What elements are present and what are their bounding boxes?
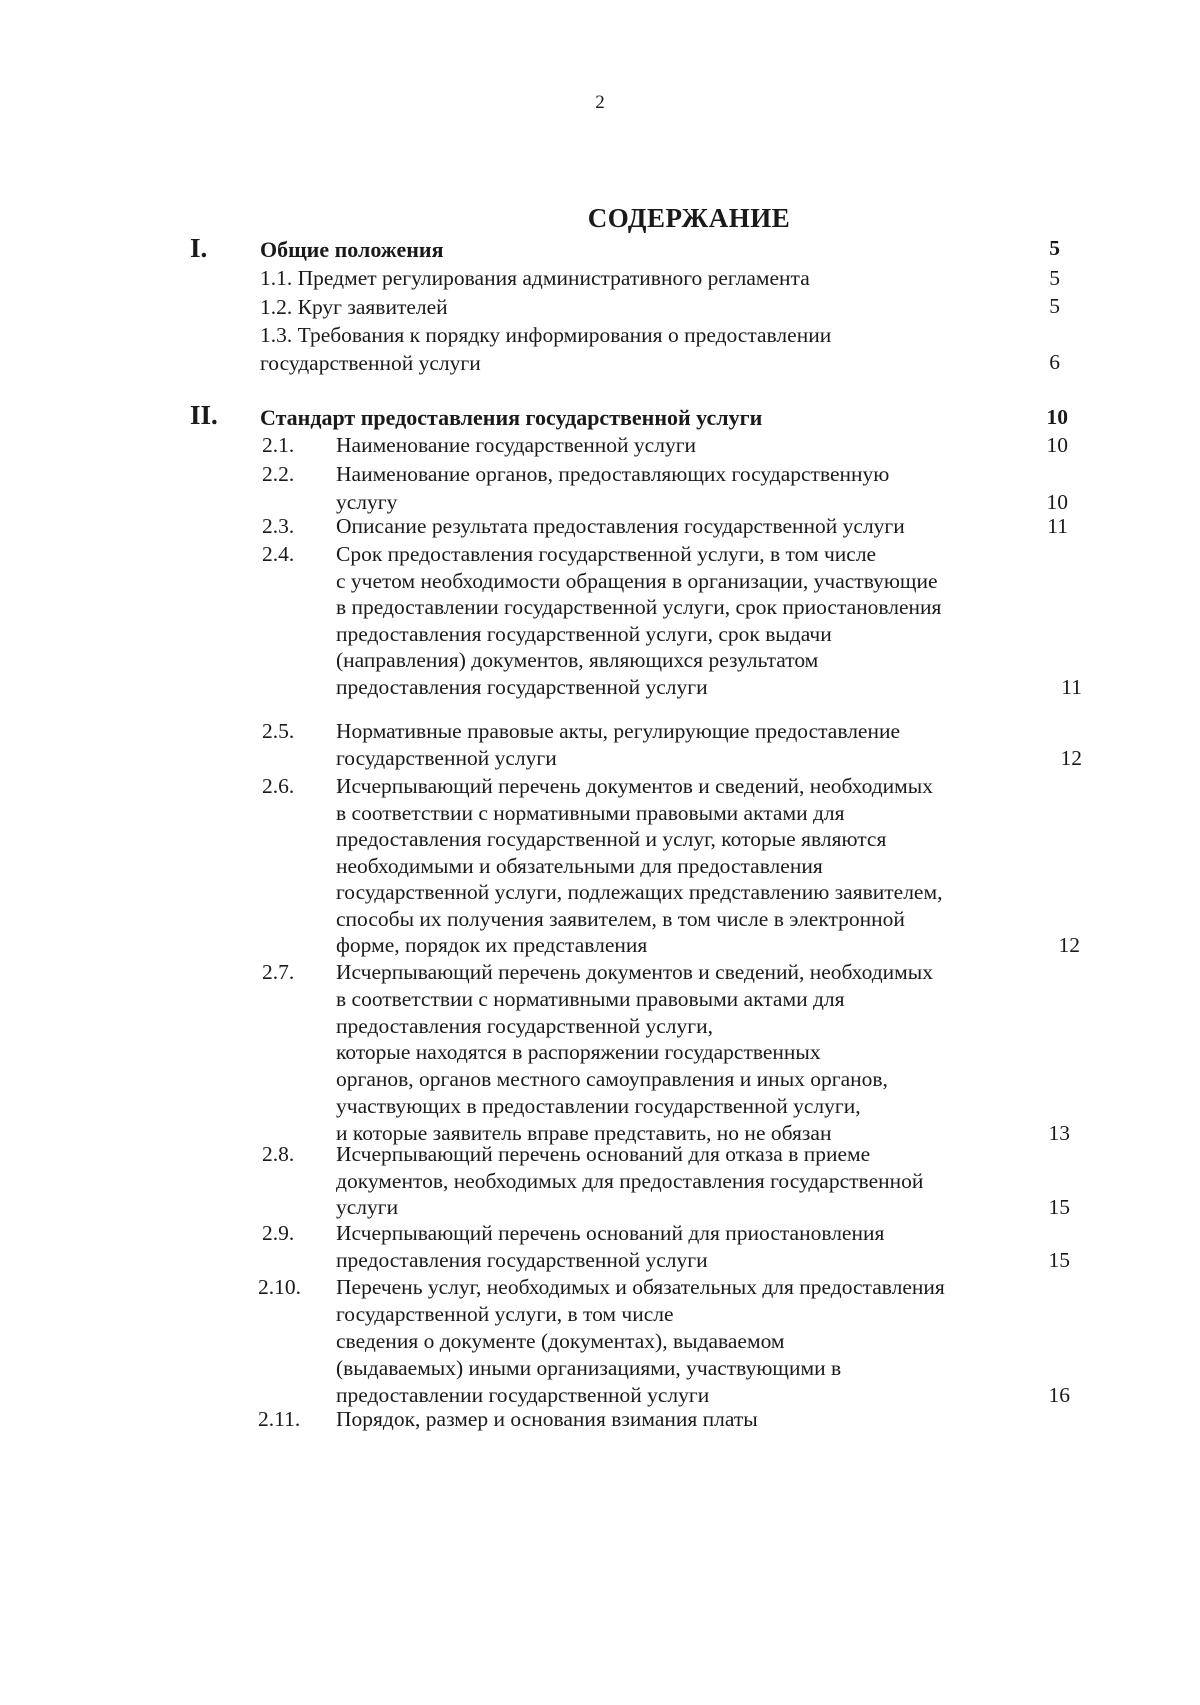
- toc-entry-number: 2.8.: [262, 1142, 295, 1166]
- toc-entry-text: Исчерпывающий перечень документов и сведений, необходимых: [336, 960, 933, 984]
- toc-entry-text: предоставления государственной услуги, срок выдачи: [336, 621, 832, 646]
- toc-entry-text: с учетом необходимости обращения в организации, участвующие: [336, 568, 938, 593]
- toc-entry-number: 2.3.: [262, 514, 295, 538]
- section-heading: Стандарт предоставления государственной услуги: [260, 405, 763, 430]
- toc-entry-text: Наименование государственной услуги: [336, 433, 697, 457]
- toc-entry-number: 2.9.: [262, 1221, 295, 1245]
- toc-entry-text: Нормативные правовые акты, регулирующие предоставление: [336, 719, 901, 743]
- toc-entry-text: предоставления государственной услуги,: [336, 1013, 713, 1038]
- section-page: 5: [1049, 236, 1060, 260]
- toc-entry-text: Порядок, размер и основания взимания платы: [336, 1407, 758, 1431]
- section-heading: Общие положения: [260, 237, 444, 262]
- toc-entry-number: 2.5.: [262, 719, 295, 743]
- toc-entry-number: 2.11.: [258, 1407, 301, 1431]
- toc-entry-number: 2.4.: [262, 542, 295, 566]
- toc-entry-page: 10: [1046, 490, 1068, 514]
- toc-entry-text: 1.1. Предмет регулирования административного регламента: [260, 266, 810, 290]
- toc-entry-text: Описание результата предоставления государственной услуги: [336, 514, 905, 538]
- toc-entry-page: 13: [1048, 1120, 1070, 1145]
- toc-entry-page: 15: [1048, 1195, 1070, 1219]
- toc-entry-text: которые находятся в распоряжении государственных: [336, 1040, 821, 1065]
- toc-entry-text: Перечень услуг, необходимых и обязательных для предоставления: [336, 1275, 945, 1299]
- toc-entry-text: в соответствии с нормативными правовыми актами для: [336, 800, 845, 825]
- toc-entry-text: государственной услуги: [260, 351, 481, 375]
- toc-entry-page: 5: [1049, 266, 1060, 290]
- toc-entry-text: Исчерпывающий перечень документов и сведений, необходимых: [336, 774, 933, 798]
- section-number: I.: [190, 233, 208, 263]
- page-title: СОДЕРЖАНИЕ: [587, 203, 791, 233]
- toc-entry-text: услуги: [336, 1195, 399, 1219]
- toc-entry-text: и которые заявитель вправе представить, но не обязан: [336, 1120, 832, 1145]
- section-page: 10: [1046, 405, 1068, 429]
- toc-entry-text: способы их получения заявителем, в том числе в электронной: [336, 906, 905, 931]
- toc-entry-page: 5: [1049, 294, 1060, 318]
- toc-entry-text: необходимыми и обязательными для предоставления: [336, 853, 823, 878]
- toc-entry-text: Срок предоставления государственной услуги, в том числе: [336, 542, 877, 566]
- toc-entry-text: в соответствии с нормативными правовыми актами для: [336, 986, 845, 1011]
- toc-entry-text: Наименование органов, предоставляющих государственную: [336, 462, 890, 486]
- toc-entry-text: Исчерпывающий перечень оснований для приостановления: [336, 1221, 885, 1245]
- toc-entry-text: в предоставлении государственной услуги, срок приостановления: [336, 595, 942, 620]
- toc-entry-text: 1.2. Круг заявителей: [260, 295, 448, 319]
- toc-entry-text: (выдаваемых) иными организациями, участвующими в: [336, 1356, 842, 1380]
- toc-entry-text: форме, порядок их представления: [336, 933, 648, 957]
- toc-entry-page: 10: [1046, 433, 1068, 457]
- toc-entry-text: услугу: [336, 490, 398, 514]
- toc-entry-text: предоставления государственной и услуг, которые являются: [336, 827, 887, 851]
- toc-entry-text: предоставления государственной услуги: [336, 1247, 708, 1272]
- toc-entry-number: 2.7.: [262, 960, 295, 984]
- toc-entry-page: 12: [1060, 746, 1082, 770]
- toc-entry-page: 11: [1047, 514, 1068, 538]
- toc-entry-text: документов, необходимых для предоставления государственной: [336, 1168, 924, 1193]
- toc-entry-page: 12: [1058, 933, 1080, 957]
- toc-entry-text: 1.3. Требования к порядку информирования о предоставлении: [260, 323, 832, 347]
- toc-entry-text: предоставления государственной услуги: [336, 675, 708, 699]
- toc-entry-text: (направления) документов, являющихся результатом: [336, 648, 819, 673]
- toc-entry-text: участвующих в предоставлении государственной услуги,: [336, 1094, 861, 1118]
- toc-entry-number: 2.1.: [262, 433, 295, 457]
- section-number: II.: [190, 400, 218, 430]
- toc-entry-page: 6: [1049, 350, 1060, 374]
- toc-entry-text: сведения о документе (документах), выдаваемом: [336, 1329, 785, 1353]
- toc-entry-number: 2.10.: [258, 1275, 301, 1299]
- toc-entry-page: 11: [1061, 675, 1082, 699]
- toc-entry-page: 16: [1048, 1383, 1070, 1407]
- toc-entry-page: 15: [1048, 1247, 1070, 1272]
- toc-entry-text: предоставлении государственной услуги: [336, 1383, 710, 1407]
- toc-entry-text: государственной услуги: [336, 746, 557, 770]
- toc-entry-text: государственной услуги, в том числе: [336, 1302, 674, 1326]
- page-number: 2: [595, 92, 605, 113]
- toc-entry-text: органов, органов местного самоуправления и иных органов,: [336, 1067, 888, 1092]
- toc-entry-number: 2.6.: [262, 774, 295, 798]
- toc-entry-text: Исчерпывающий перечень оснований для отказа в приеме: [336, 1142, 871, 1166]
- toc-entry-number: 2.2.: [262, 462, 295, 486]
- toc-entry-text: государственной услуги, подлежащих представлению заявителем,: [336, 880, 943, 904]
